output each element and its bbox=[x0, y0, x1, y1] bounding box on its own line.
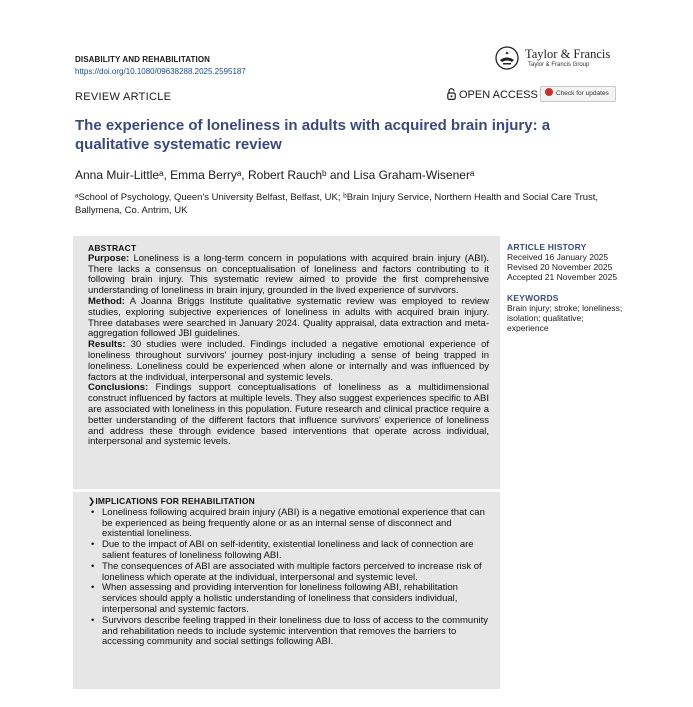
results-label: Results: bbox=[88, 339, 126, 351]
purpose-text: Loneliness is a long-term concern in populations with acquired brain injury (ABI). There lacks a consensus on conceptualisation of loneliness and factors contributing to it following brain injury. This systematic review aimed to provide the first comprehensive understanding of loneliness in brain injury, grounded in the lived experience of survivors. bbox=[88, 252, 490, 297]
crossmark-icon bbox=[545, 88, 553, 96]
chevron-right-icon: ❯ bbox=[88, 496, 96, 506]
abstract-heading: ABSTRACT bbox=[88, 243, 137, 253]
implications-content bbox=[88, 496, 492, 648]
purpose-label: Purpose: bbox=[88, 252, 130, 264]
conclusions-text: Findings support conceptualisations of loneliness as a multidimensional construct influenced by factors at multiple levels. They also suggest experiences specific to ABI are associated with loneliness in this population. Future research and clinical practice require a better understanding of the different factors that influence survivors' experience of loneliness and address these through evidence based interventions that operate across individual, interpersonal and systemic levels. bbox=[88, 382, 489, 448]
list-item: • Due to the impact of ABI on self-identity, existential loneliness and lack of connection are salient features of loneliness following ABI. bbox=[88, 540, 492, 562]
open-access-text: OPEN ACCESS bbox=[459, 89, 538, 101]
list-item: • The consequences of ABI are associated with multiple factors perceived to increase risk of loneliness which operate at the individual, interpersonal and systemic level. bbox=[88, 562, 492, 584]
check-updates-label: Check for updates bbox=[556, 90, 609, 97]
keywords-section bbox=[507, 293, 627, 333]
taylor-francis-lamp-icon bbox=[495, 46, 519, 70]
list-item: • Survivors describe feeling trapped in their loneliness due to loss of access to the community and rehabilitation needs to include systemic intervention that removes the barriers to accessing community and social settings following ABI. bbox=[88, 616, 492, 648]
paper-title: The experience of loneliness in adults with acquired brain injury: a qualitative systematic review bbox=[75, 117, 551, 153]
journal-name: DISABILITY AND REHABILITATION bbox=[75, 55, 211, 64]
publisher-logo[interactable] bbox=[495, 46, 615, 76]
article-history bbox=[507, 242, 627, 282]
open-lock-icon bbox=[447, 88, 456, 100]
results-text: 30 studies were included. Findings included a negative emotional experience of loneliness throughout survivors' journey post-injury including a sense of being trapped in loneliness. Loneliness could be experienced when alone or internally and was influenced by factors at the individual, interpersonal and systemic levels. bbox=[88, 339, 489, 383]
implications-heading-text: IMPLICATIONS FOR REHABILITATION bbox=[95, 496, 255, 506]
check-for-updates-button[interactable] bbox=[540, 86, 616, 102]
implications-list bbox=[88, 508, 492, 648]
abstract-text bbox=[88, 243, 489, 448]
article-type: REVIEW ARTICLE bbox=[75, 91, 172, 103]
doi-link[interactable]: https://doi.org/10.1080/09638288.2025.2595187 bbox=[75, 67, 246, 76]
abstract-conclusions bbox=[88, 383, 489, 448]
abstract-box bbox=[73, 236, 500, 489]
method-text: A Joanna Briggs Institute qualitative systematic review was employed to review studies, exploring subjective experiences of loneliness in adults with acquired brain injury. Three databases were searched in January 2024. Quality appraisal, data extraction and meta-aggregation followed JBI guidelines. bbox=[88, 295, 489, 340]
implications-heading bbox=[88, 496, 492, 507]
received-date: Received 16 January 2025 bbox=[507, 252, 609, 262]
article-history-heading: ARTICLE HISTORY bbox=[507, 242, 587, 252]
accepted-date: Accepted 21 November 2025 bbox=[507, 272, 618, 282]
implications-box bbox=[73, 492, 500, 689]
open-access-label bbox=[447, 88, 538, 101]
keywords-heading: KEYWORDS bbox=[507, 293, 559, 303]
conclusions-label: Conclusions: bbox=[88, 382, 149, 394]
publisher-name: Taylor & Francis bbox=[525, 47, 611, 61]
revised-date: Revised 20 November 2025 bbox=[507, 262, 613, 272]
abstract-results bbox=[88, 340, 489, 383]
affiliations: ᵃSchool of Psychology, Queen's University Belfast, Belfast, UK; ᵇBrain Injury Service, Northern Health and Social Care Trust, Ballymena, Co. Antrim, UK bbox=[75, 192, 599, 216]
abstract-purpose bbox=[88, 254, 489, 297]
abstract-method bbox=[88, 297, 489, 340]
author-list: Anna Muir-Littleᵃ, Emma Berryᵃ, Robert Rauchᵇ and Lisa Graham-Wisenerᵃ bbox=[75, 168, 475, 182]
method-label: Method: bbox=[88, 295, 125, 307]
keywords-text: Brain injury; stroke; loneliness; isolation; qualitative; experience bbox=[507, 303, 623, 333]
list-item: • When assessing and providing intervention for loneliness following ABI, rehabilitation services should apply a holistic understanding of loneliness that considers individual, interpersonal and systemic factors. bbox=[88, 583, 492, 615]
list-item: • Loneliness following acquired brain injury (ABI) is a negative emotional experience that can be experienced as being frequently alone or as an internal sense of disconnect and existential loneliness. bbox=[88, 508, 492, 540]
publisher-group: Taylor & Francis Group bbox=[528, 62, 590, 68]
